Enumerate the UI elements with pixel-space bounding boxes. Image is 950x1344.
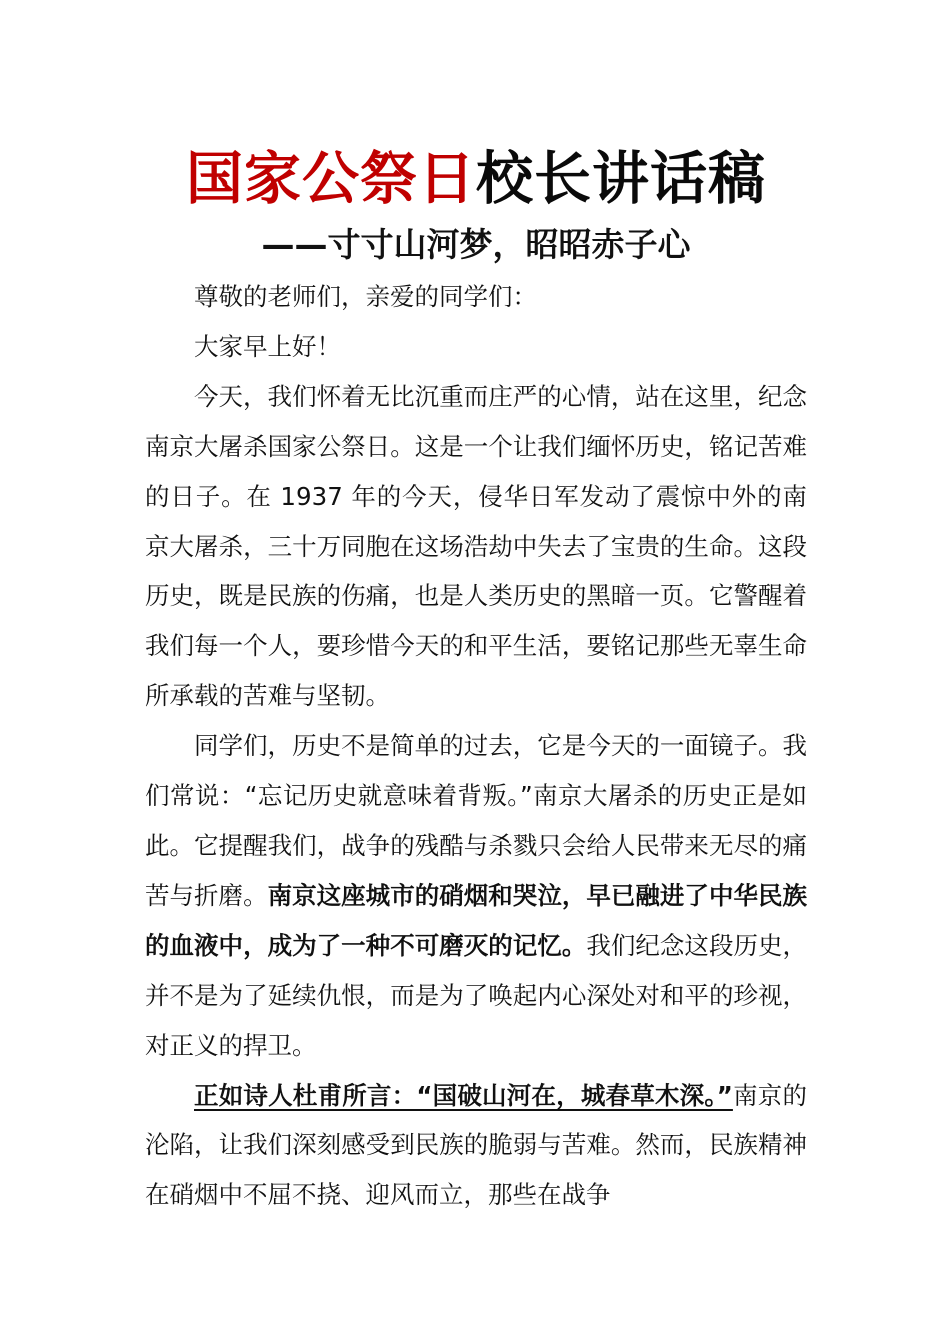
paragraph-2-emphasis: 南京这座城市的硝烟和哭泣，早已融进了中华民族的血液中，成为了一种不可磨灭的记忆。	[145, 880, 808, 960]
salutation-line: 大家早上好！	[194, 331, 341, 361]
paragraph-1: 今天，我们怀着无比沉重而庄严的心情，站在这里，纪念南京大屠杀国家公祭日。这是一个让我们缅怀历史，铭记苦难的日子。在 1937 年的今天，侵华日军发动了震惊中外的南京大屠杀，三十万同胞在这场浩劫中失去了宝贵的生命。这段历史，既是民族的伤痛，也是人类历史的黑暗一页。它警醒着我们每一个人，要珍惜今天的和平生活，要铭记那些无辜生命所承载的苦难与坚韧。	[145, 381, 807, 711]
greeting-line: 尊敬的老师们，亲爱的同学们：	[194, 282, 537, 311]
document-title	[145, 140, 807, 218]
poem-quote: 正如诗人杜甫所言：“国破山河在，城春草木深。”	[194, 1080, 733, 1110]
paragraph-2	[145, 721, 807, 1070]
paragraph-3	[145, 1071, 807, 1221]
document-subtitle: ——寸寸山河梦，昭昭赤子心	[261, 225, 691, 264]
paragraph-3-text: 南京的沦陷，让我们深刻感受到民族的脆弱与苦难。然而，民族精神在硝烟中不屈不挠、迎风而立，那些在战争	[145, 1080, 808, 1210]
speech-body	[145, 272, 807, 1220]
title-rest: 校长讲话稿	[476, 146, 766, 212]
document-page	[145, 140, 807, 1220]
paragraph-2-closing: 我们纪念这段历史，并不是为了延续仇恨，而是为了唤起内心深处对和平的珍视，对正义的捍卫。	[145, 930, 808, 1060]
title-highlight: 国家公祭日	[186, 146, 476, 212]
paragraph-2-opening: 同学们，历史不是简单的过去，它是今天的一面镜子。我们常说：“忘记历史就意味着背叛。”南京大屠杀的历史正是如此。它提醒我们，战争的残酷与杀戮只会给人民带来无尽的痛苦与折磨。	[145, 731, 807, 910]
